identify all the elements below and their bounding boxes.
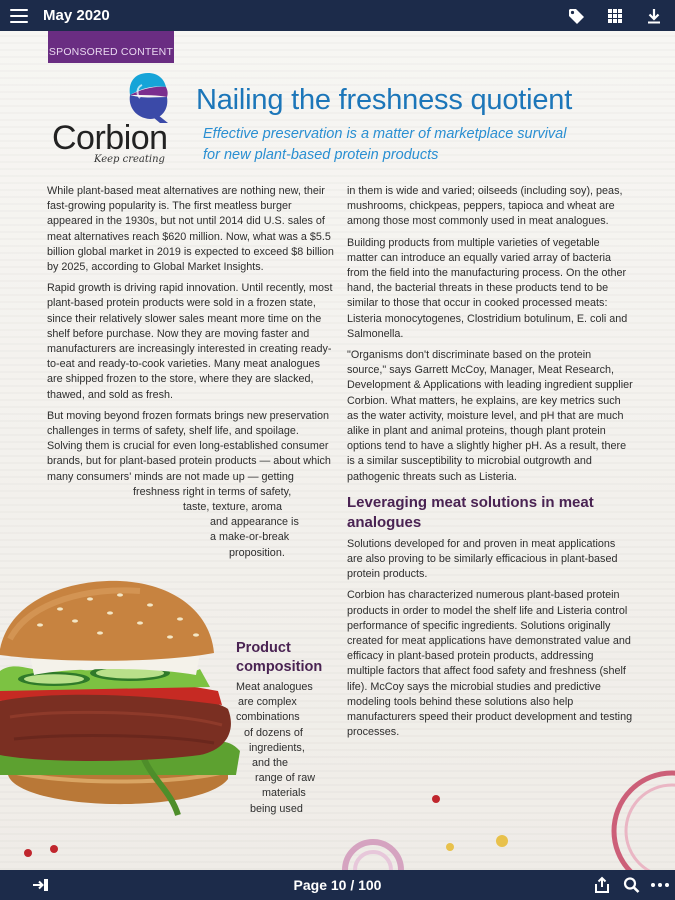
col1-paragraph-3: But moving beyond frozen formats brings new preservation challenges in terms of safety, shelf life, and spoilage. Solving them is crucial for even long-established consumer brands, but for plant-based protein products — about which many consumers' minds are not made up — getting: [47, 409, 331, 483]
pepper-decoration: [20, 841, 70, 867]
pc-line: and the: [252, 757, 289, 770]
col1-paragraph-2: Rapid growth is driving rapid innovation. Until recently, most plant-based protein products were sold in a frozen state, since their relatively slower sales meant more time on the shelf before purchase. Now they are moving faster and manufacturers are increasingly interested in creating ready-to-eat and ready-to-cook varieties. Many meat analogues are shipped frozen to the store, where they are slacked, thawed, and sold as fresh.: [47, 282, 333, 401]
deck-line-2: for new plant-based protein products: [203, 147, 439, 163]
col1-paragraph-1: While plant-based meat alternatives are nothing new, their fast-growing popularity is. The first meatless burger appeared in the 1930s, but not until 2014 did U.S. sales of meat alternatives reach $620 million. Now, what was a $5.5 billion global market in 2019 is expected to exceed $8 billion by 2025, according to Global Market Insights.: [47, 185, 334, 274]
onion-slice-decoration: [602, 761, 675, 870]
corbion-logo-tagline: Keep creating: [94, 154, 165, 165]
product-composition-heading: [236, 639, 336, 677]
page-indicator: Page 10 / 100: [293, 877, 382, 893]
tag-icon[interactable]: [566, 6, 586, 26]
plant-based-burger-image: [0, 579, 245, 819]
pc-line: are complex: [238, 696, 297, 709]
article-headline: Nailing the freshness quotient: [196, 84, 573, 116]
sponsored-content-label: SPONSORED CONTENT: [48, 31, 174, 63]
corbion-logo-text: Corbion: [52, 119, 168, 157]
bottom-bar: [0, 870, 675, 900]
share-icon[interactable]: [592, 876, 612, 894]
pc-line: of dozens of: [244, 726, 303, 739]
col1-shaped-line-4: a make-or-break: [210, 531, 290, 544]
more-icon[interactable]: [650, 876, 670, 894]
onion-decoration: [338, 836, 408, 870]
corbion-logo-mark: [124, 71, 172, 123]
pc-line: Meat analogues: [236, 681, 313, 693]
magazine-page[interactable]: [0, 31, 675, 870]
grid-icon[interactable]: [605, 6, 625, 26]
col1-shaped-line-1: freshness right in terms of safety,: [133, 485, 292, 498]
search-icon[interactable]: [622, 876, 642, 894]
pc-line: range of raw: [255, 772, 316, 785]
col2-paragraph-2: Building products from multiple varieties of vegetable matter can introduce an equally varied array of bacteria from the field into the manufacturing process. On the other hand, the bacterial threats in these products tend to be similar to those that occur in cooked processed meats: Listeria monocytogenes, Clostridium botulinum, E. coli and Salmonella.: [347, 236, 628, 340]
pc-line: ingredients,: [249, 741, 305, 754]
leveraging-subhead: Leveraging meat solutions in meat analogues: [347, 493, 594, 531]
col1-shaped-line-3: and appearance is: [210, 516, 299, 529]
pc-line: combinations: [236, 711, 300, 724]
col1-shaped-line-2: taste, texture, aroma: [183, 501, 283, 514]
pc-heading-line-1: Product: [236, 640, 291, 656]
deck-line-1: Effective preservation is a matter of marketplace survival: [203, 126, 567, 142]
pc-heading-line-2: composition: [236, 659, 323, 675]
article-column-2: [347, 184, 633, 747]
col2-paragraph-5: Corbion has characterized numerous plant-based protein products in order to model the shelf life and Listeria control performance of specific ingredients. Solutions originally created for meat applications have demonstrated value and efficacy in plant-based protein products, addressing multiple factors that affect food safety and freshness (shelf life). McCoy says the microbial studies and predictive modeling tools behind these solutions also help manufacturers speed their product development and testing processes.: [347, 589, 633, 739]
pc-line: materials: [262, 787, 306, 800]
article-deck: [203, 124, 643, 166]
top-bar: [0, 0, 675, 31]
product-composition-section: [236, 639, 336, 817]
col2-paragraph-1: in them is wide and varied; oilseeds (including soy), peas, mushrooms, chickpeas, peppers, tapioca and wheat are among those most commonly used in meat analogues.: [347, 185, 623, 228]
col1-shaped-line-5: proposition.: [229, 546, 285, 559]
menu-icon[interactable]: [10, 9, 28, 23]
chickpea-decoration: [430, 791, 520, 851]
download-icon[interactable]: [644, 6, 664, 26]
article-column-1: [47, 184, 337, 561]
col2-paragraph-3: "Organisms don't discriminate based on the protein source," says Garrett McCoy, Manager, Meat Research, Development & Applications with leading ingredient supplier Corbion. What matters, he explains, are key metrics such as the water activity, moisture level, and pH that are much alike in plant and animal proteins, though plant protein options tend to have a slightly higher pH. As a result, there is a similar susceptibility to microbial outgrowth and pathogenic threats such as Listeria.: [347, 349, 633, 483]
issue-title: May 2020: [43, 7, 110, 24]
pc-line: being used: [250, 802, 303, 815]
col2-paragraph-4: Solutions developed for and proven in meat applications are also proving to be similarly efficacious in plant-based protein products.: [347, 537, 618, 581]
